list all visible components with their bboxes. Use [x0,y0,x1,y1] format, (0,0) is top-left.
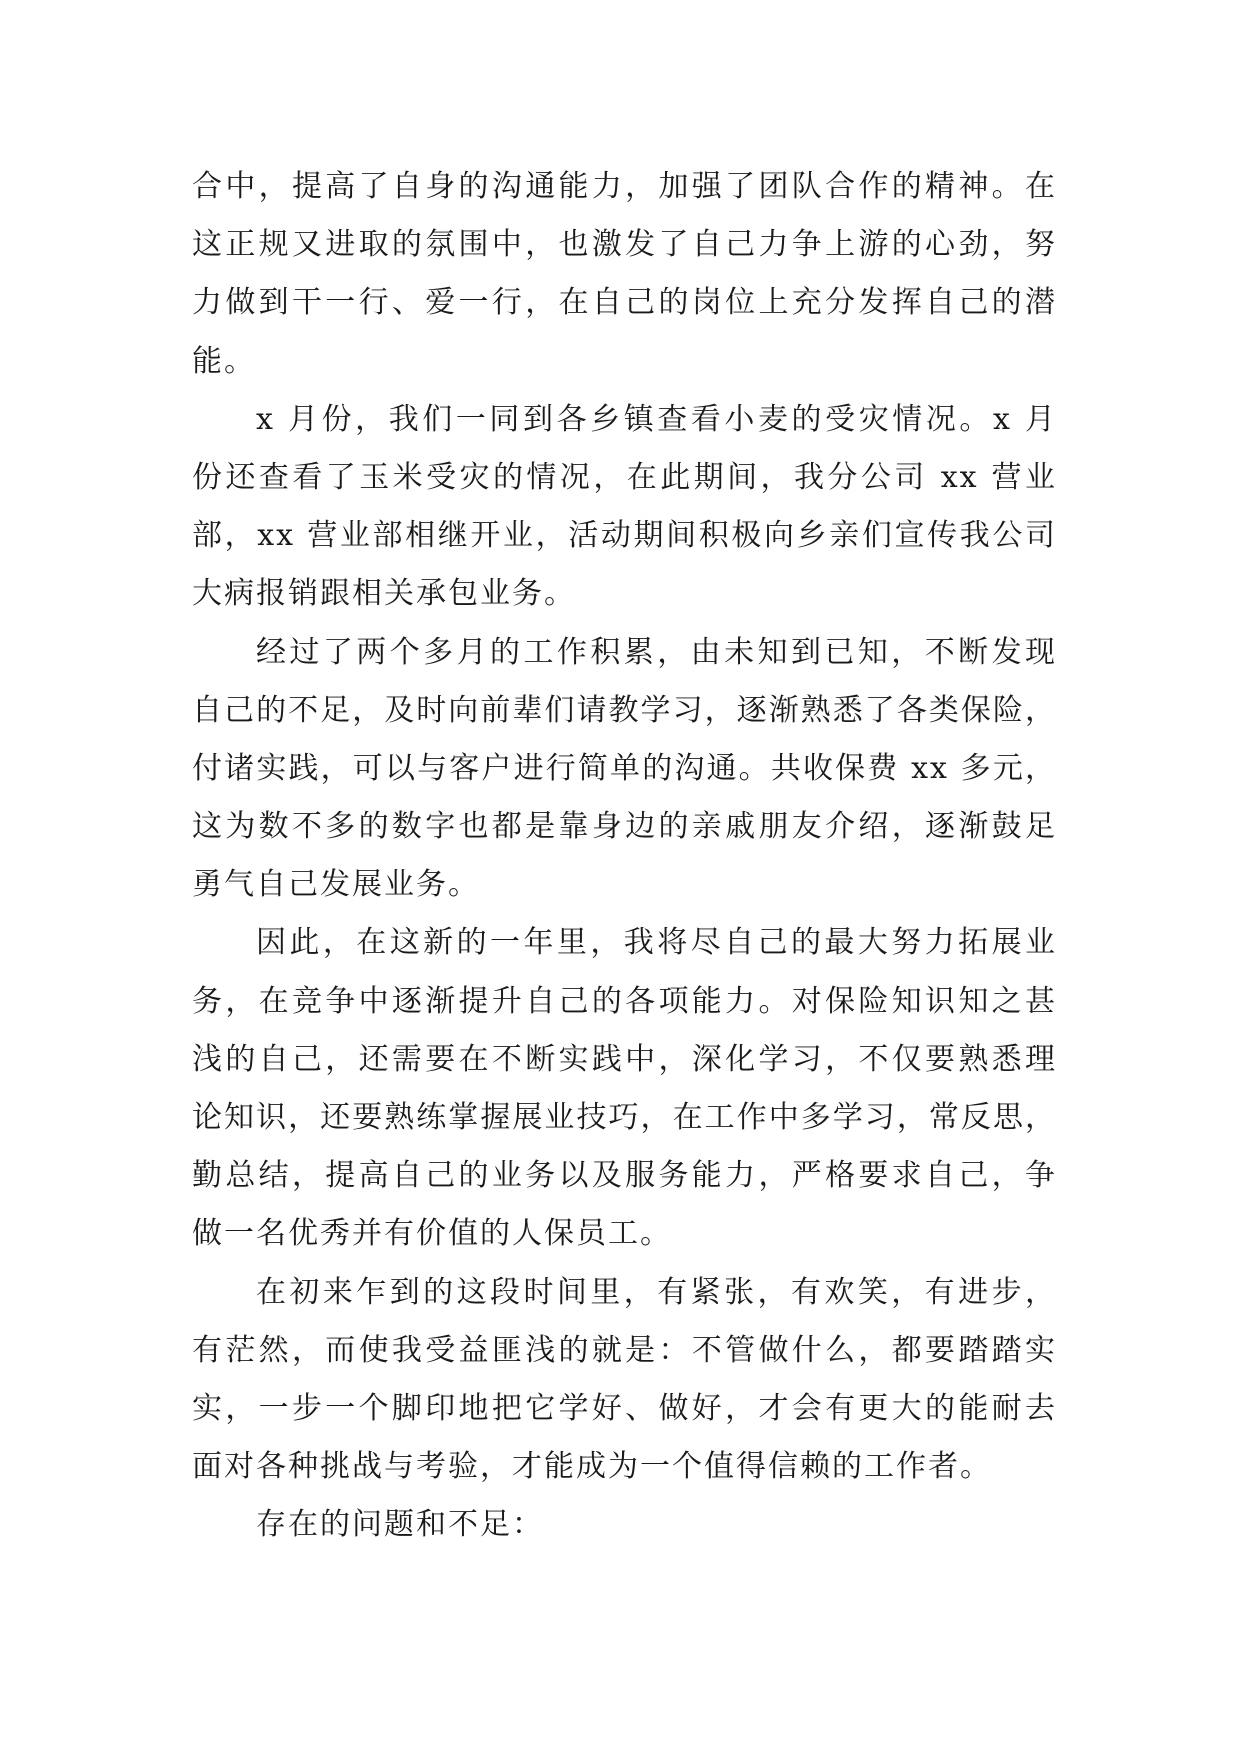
text-line: 论知识，还要熟练掌握展业技巧，在工作中多学习，常反思， [192,1100,1057,1135]
text-line: 勤总结，提高自己的业务以及服务能力，严格要求自己，争 [192,1158,1057,1194]
text-line: 有茫然，而使我受益匪浅的就是：不管做什么，都要踏踏实 [192,1332,1057,1368]
text-line: 因此，在这新的一年里，我将尽自己的最大努力拓展业 [256,925,1057,961]
text-line: 付诸实践，可以与客户进行简单的沟通。共收保费 xx 多元， [192,750,1057,786]
text-line: 经过了两个多月的工作积累，由未知到已知，不断发现 [256,634,1057,670]
text-line: 合中，提高了自身的沟通能力，加强了团队合作的精神。在 [192,169,1057,204]
text-line: 能。 [192,343,256,379]
text-line: 务，在竞争中逐渐提升自己的各项能力。对保险知识知之甚 [192,983,1057,1019]
text-line: 面对各种挑战与考验，才能成为一个值得信赖的工作者。 [192,1449,992,1485]
paragraph [192,1264,1057,1497]
text-line: 部，xx 营业部相继开业，活动期间积极向乡亲们宣传我公司 [192,518,1057,554]
text-line: 浅的自己，还需要在不断实践中，深化学习，不仅要熟悉理 [192,1041,1057,1077]
document-body [192,158,1057,1555]
paragraph [192,1496,1057,1554]
text-line: x 月份，我们一同到各乡镇查看小麦的受灾情况。x 月 [256,401,1057,437]
text-line: 在初来乍到的这段时间里，有紧张，有欢笑，有进步， [256,1274,1057,1310]
text-line: 存在的问题和不足： [256,1507,544,1543]
text-line: 这正规又进取的氛围中，也激发了自己力争上游的心劲，努 [192,227,1057,263]
paragraph [192,391,1057,624]
text-line: 大病报销跟相关承包业务。 [192,576,576,612]
paragraph [192,914,1057,1263]
text-line: 份还查看了玉米受灾的情况，在此期间，我分公司 xx 营业 [192,459,1057,495]
text-line: 勇气自己发展业务。 [192,867,480,903]
paragraph [192,624,1057,915]
text-line: 实，一步一个脚印地把它学好、做好，才会有更大的能耐去 [192,1390,1057,1426]
paragraph [192,158,1057,391]
text-line: 自己的不足，及时向前辈们请教学习，逐渐熟悉了各类保险， [192,692,1057,728]
text-line: 这为数不多的数字也都是靠身边的亲戚朋友介绍，逐渐鼓足 [192,809,1057,845]
text-line: 做一名优秀并有价值的人保员工。 [192,1216,672,1252]
text-line: 力做到干一行、爱一行，在自己的岗位上充分发挥自己的潜 [192,285,1057,321]
